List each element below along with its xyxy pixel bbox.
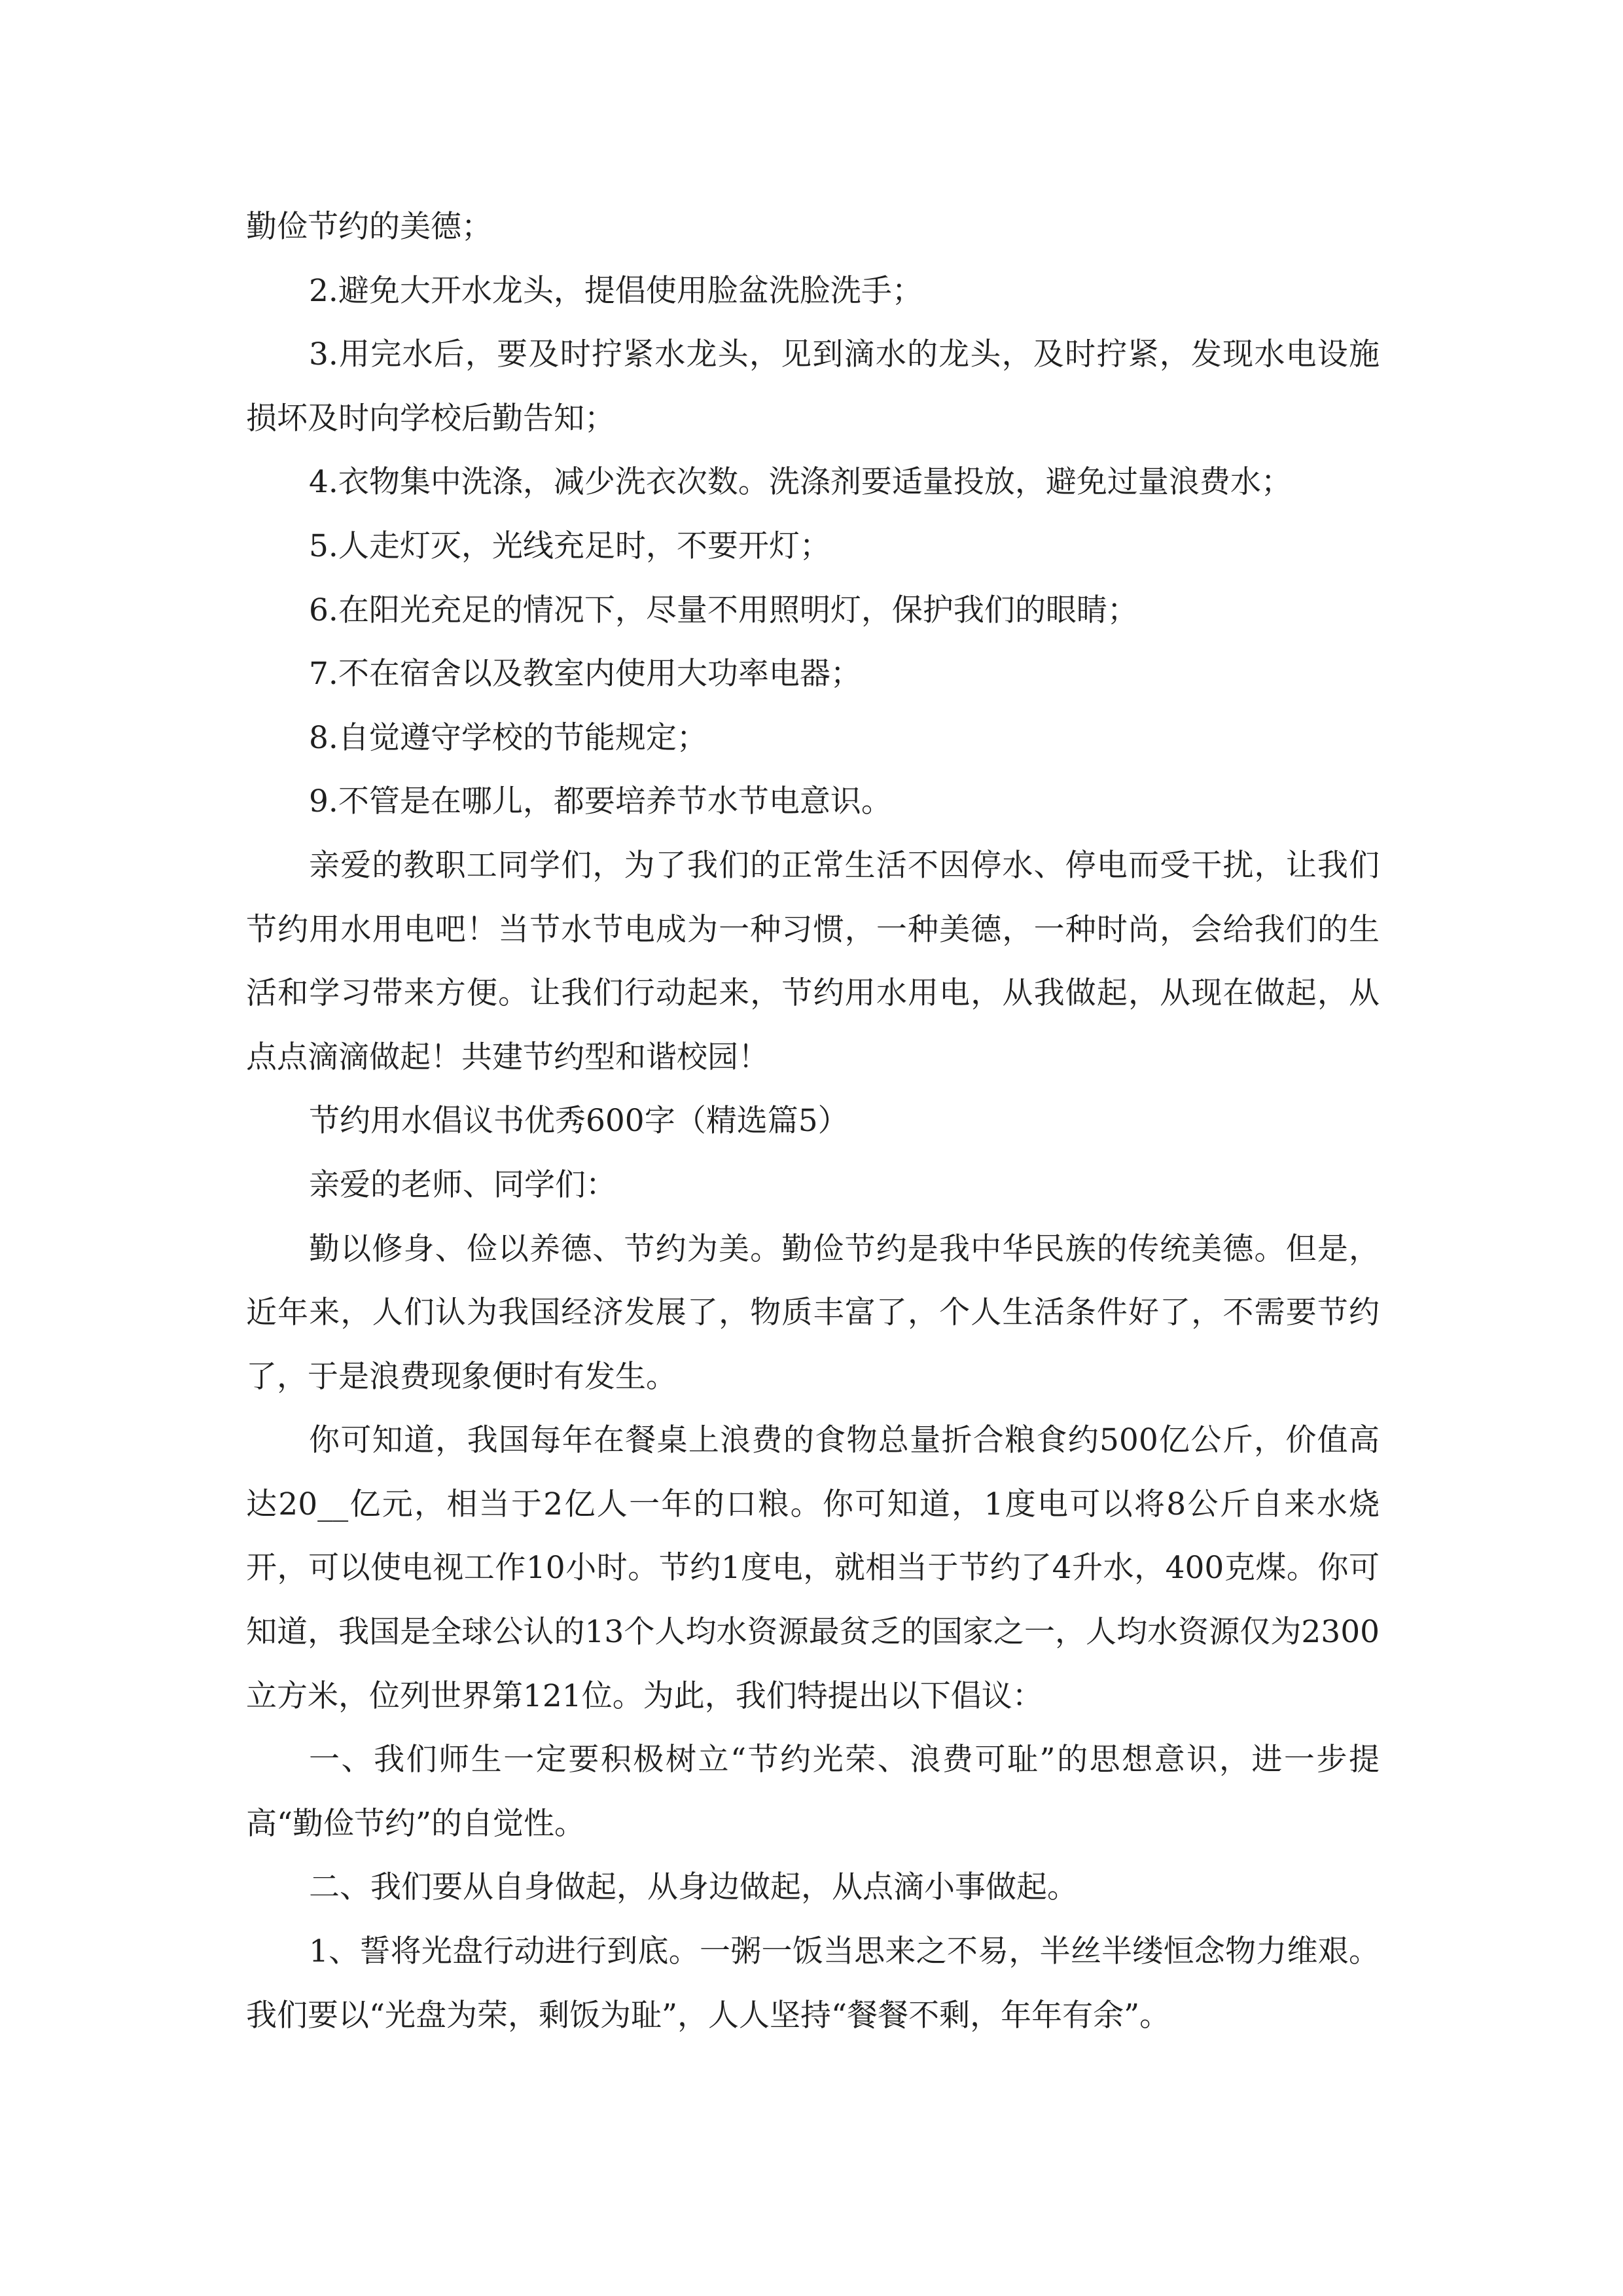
paragraph: 4.衣物集中洗涤，减少洗衣次数。洗涤剂要适量投放，避免过量浪费水； <box>309 464 1292 501</box>
paragraph: 亲爱的教职工同学们，为了我们的正常生活不因停水、停电而受干扰，让我们节约用水用电吧！当节水节电成为一种习惯，一种美德，一种时尚，会给我们的生活和学习带来方便。让我们行动起来，节约用水用电，从我做起，从现在做起，从点点滴滴做起！共建节约型和谐校园！ <box>246 847 1380 1075</box>
document-body <box>246 195 1380 2047</box>
salutation: 亲爱的老师、同学们： <box>309 1166 616 1203</box>
paragraph: 8.自觉遵守学校的节能规定； <box>309 719 707 756</box>
paragraph: 二、我们要从自身做起，从身边做起，从点滴小事做起。 <box>309 1869 1078 1906</box>
paragraph: 7.不在宿舍以及教室内使用大功率电器； <box>309 656 861 692</box>
paragraph: 勤俭节约的美德； <box>246 209 492 245</box>
section-heading: 节约用水倡议书优秀600字（精选篇5） <box>309 1103 849 1139</box>
paragraph: 勤以修身、俭以养德、节约为美。勤俭节约是我中华民族的传统美德。但是，近年来，人们认为我国经济发展了，物质丰富了，个人生活条件好了，不需要节约了，于是浪费现象便时有发生。 <box>246 1230 1380 1395</box>
paragraph: 2.避免大开水龙头，提倡使用脸盆洗脸洗手； <box>309 272 923 309</box>
paragraph: 9.不管是在哪儿，都要培养节水节电意识。 <box>309 783 892 820</box>
paragraph: 你可知道，我国每年在餐桌上浪费的食物总量折合粮食约500亿公斤，价值高达20__亿元，相当于2亿人一年的口粮。你可知道，1度电可以将8公斤自来水烧开，可以使电视工作10小时。节约1度电，就相当于节约了4升水，400克煤。你可知道，我国是全球公认的13个人均水资源最贫乏的国家之一，人均水资源仅为2300立方米，位列世界第121位。为此，我们特提出以下倡议： <box>246 1422 1380 1714</box>
paragraph: 3.用完水后，要及时拧紧水龙头，见到滴水的龙头，及时拧紧，发现水电设施损坏及时向学校后勤告知； <box>246 336 1380 437</box>
paragraph: 1、誓将光盘行动进行到底。一粥一饭当思来之不易，半丝半缕恒念物力维艰。我们要以“光盘为荣，剩饭为耻”，人人坚持“餐餐不剩，年年有余”。 <box>246 1933 1380 2034</box>
paragraph: 一、我们师生一定要积极树立“节约光荣、浪费可耻”的思想意识，进一步提高“勤俭节约”的自觉性。 <box>246 1742 1380 1842</box>
paragraph: 5.人走灯灭，光线充足时，不要开灯； <box>309 528 830 564</box>
paragraph: 6.在阳光充足的情况下，尽量不用照明灯，保护我们的眼睛； <box>309 592 1138 628</box>
